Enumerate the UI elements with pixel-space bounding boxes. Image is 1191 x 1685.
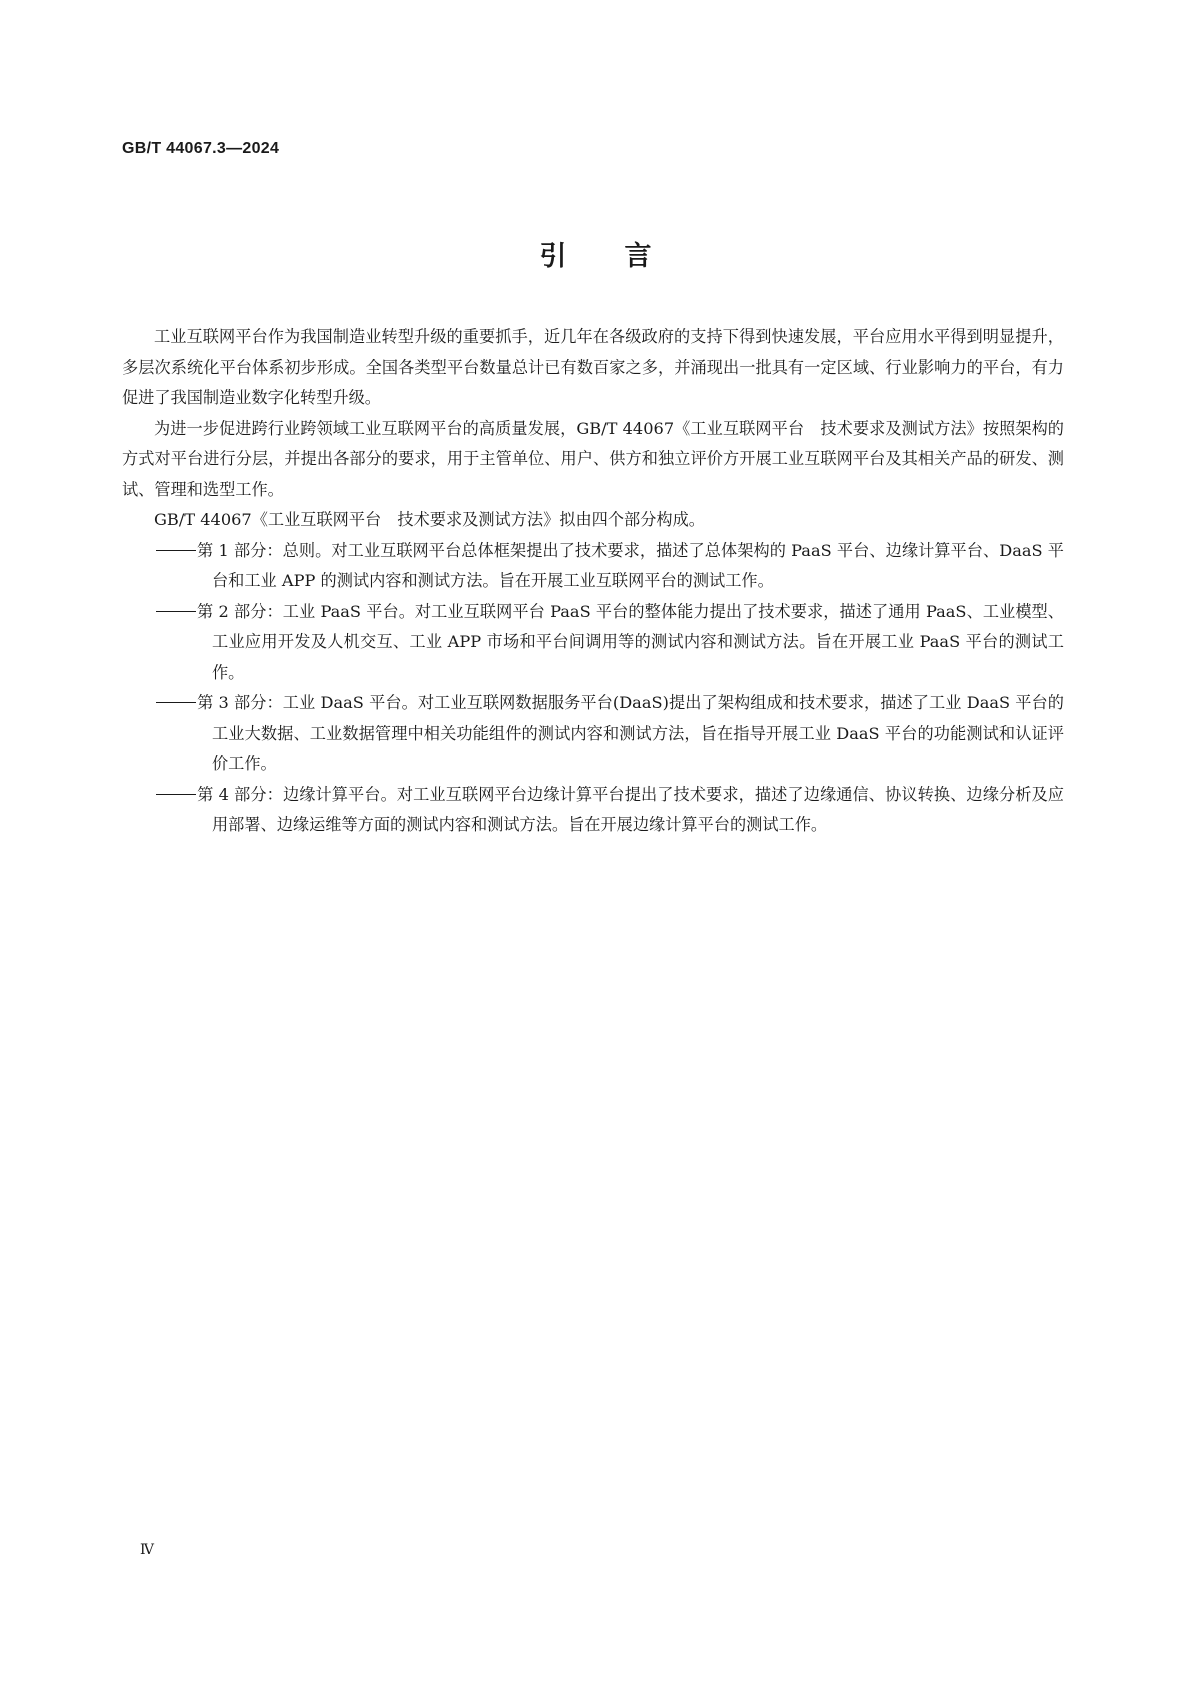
intro-paragraph: 工业互联网平台作为我国制造业转型升级的重要抓手，近几年在各级政府的支持下得到快速发展，平台应用水平得到明显提升，多层次系统化平台体系初步形成。全国各类型平台数量总计已有数百家之多，并涌现出一批具有一定区域、行业影响力的平台，有力促进了我国制造业数字化转型升级。 xyxy=(122,327,1064,407)
dash-marker xyxy=(156,702,196,703)
dash-marker xyxy=(156,550,196,551)
purpose-paragraph: 为进一步促进跨行业跨领域工业互联网平台的高质量发展，GB/T 44067《工业互联网平台 技术要求及测试方法》按照架构的方式对平台进行分层，并提出各部分的要求，用于主管单位、用户、供方和独立评价方开展工业互联网平台及其相关产品的研发、测试、管理和选型工作。 xyxy=(122,418,1064,499)
list-item-text: 第 3 部分：工业 DaaS 平台。对工业互联网数据服务平台(DaaS)提出了架构组成和技术要求，描述了工业 DaaS 平台的工业大数据、工业数据管理中相关功能组件的测试内容和测试方法，旨在指导开展工业 DaaS 平台的功能测试和认证评价工作。 xyxy=(197,693,1064,773)
list-item-part-2 xyxy=(122,597,1064,689)
list-item-text: 第 2 部分：工业 PaaS 平台。对工业互联网平台 PaaS 平台的整体能力提出了技术要求，描述了通用 PaaS、工业模型、工业应用开发及人机交互、工业 APP 市场和平台间调用等的测试内容和测试方法。旨在开展工业 PaaS 平台的测试工作。 xyxy=(197,601,1064,682)
dash-marker xyxy=(156,611,196,612)
dash-marker xyxy=(156,794,196,795)
list-item-part-4 xyxy=(122,780,1064,841)
page-title: 引言 xyxy=(539,241,710,272)
structure-paragraph: GB/T 44067《工业互联网平台 技术要求及测试方法》拟由四个部分构成。 xyxy=(154,510,705,529)
document-id: GB/T 44067.3—2024 xyxy=(122,140,280,157)
list-item-part-3 xyxy=(122,688,1064,780)
list-item-text: 第 1 部分：总则。对工业互联网平台总体框架提出了技术要求，描述了总体架构的 PaaS 平台、边缘计算平台、DaaS 平台和工业 APP 的测试内容和测试方法。旨在开展工业互联网平台的测试工作。 xyxy=(197,540,1064,590)
page-number: Ⅳ xyxy=(140,1542,154,1558)
list-item-part-1 xyxy=(122,536,1064,597)
body-content xyxy=(122,322,1064,841)
list-item-text: 第 4 部分：边缘计算平台。对工业互联网平台边缘计算平台提出了技术要求，描述了边缘通信、协议转换、边缘分析及应用部署、边缘运维等方面的测试内容和测试方法。旨在开展边缘计算平台的测试工作。 xyxy=(197,784,1064,834)
